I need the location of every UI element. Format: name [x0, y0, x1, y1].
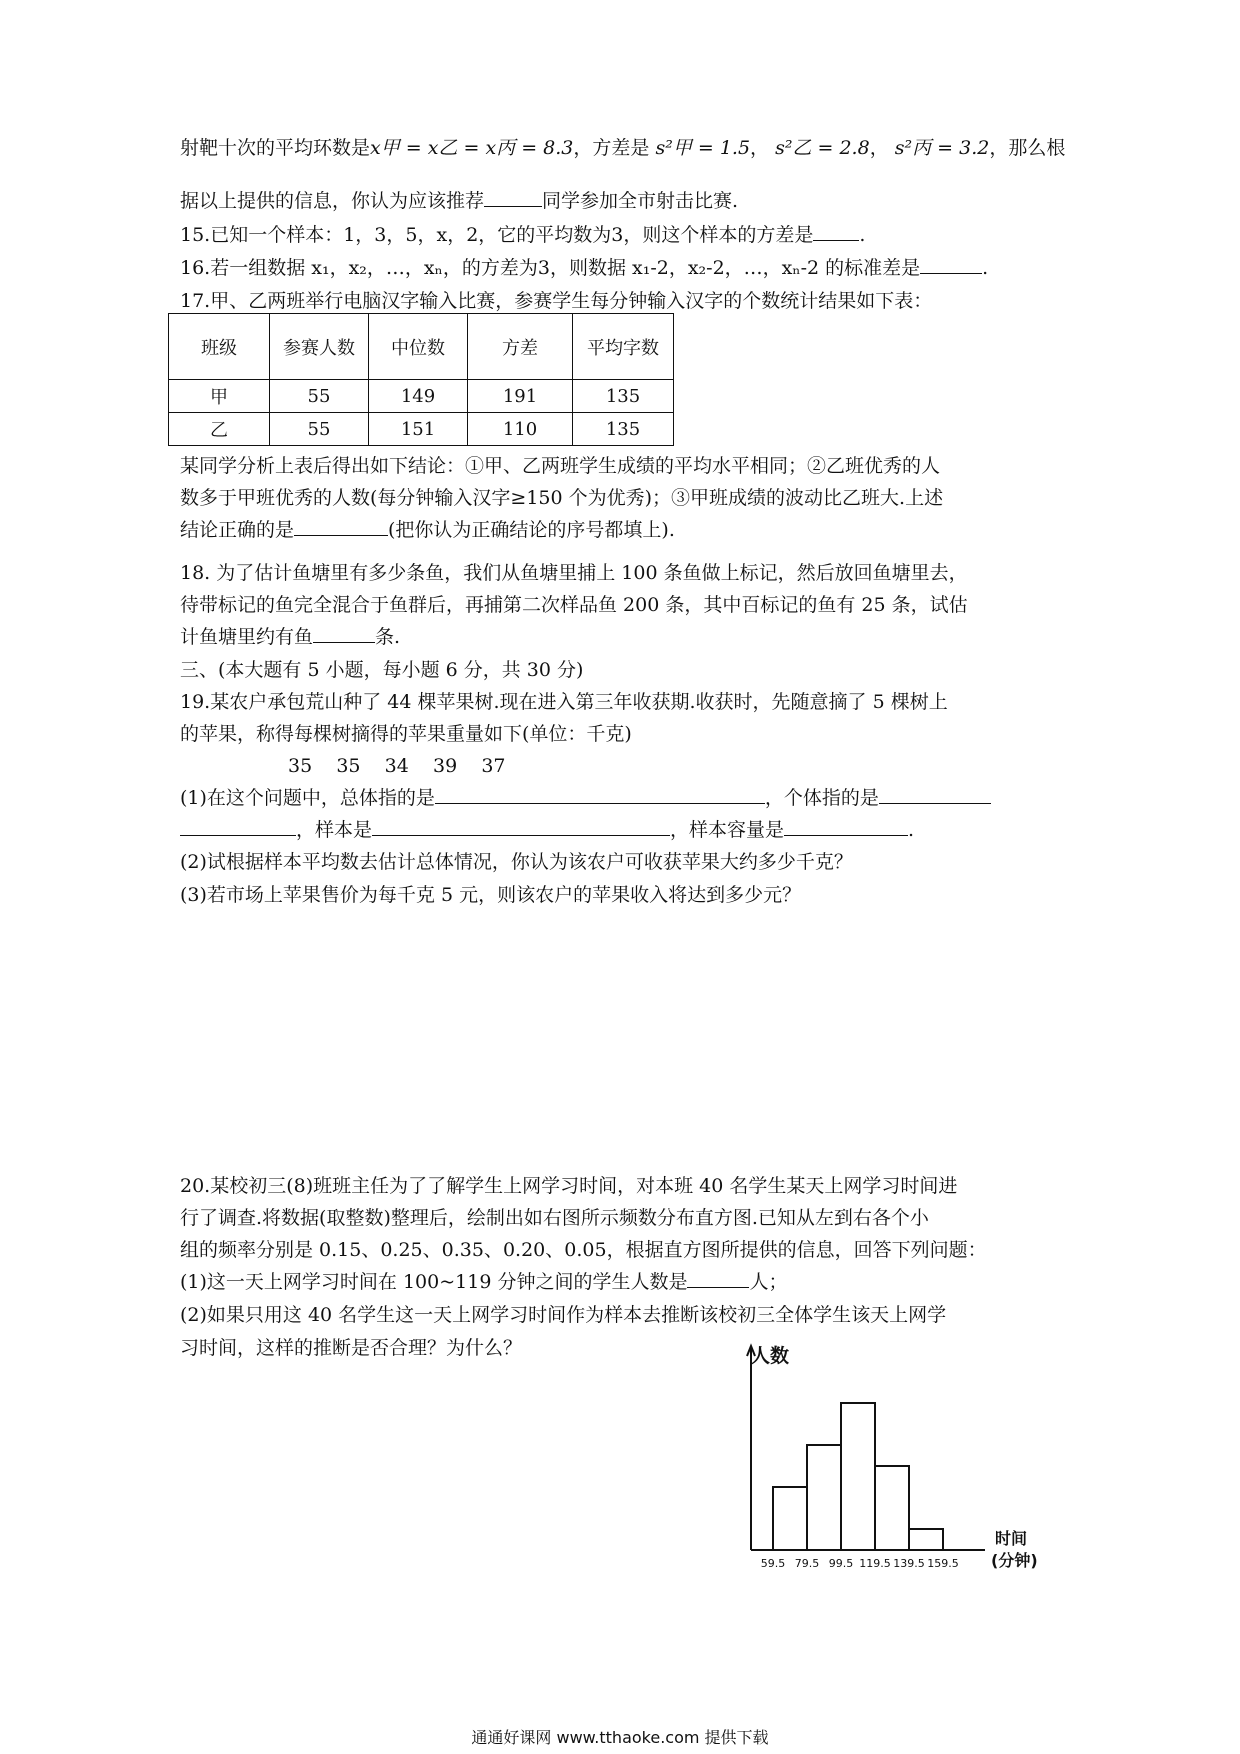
q20-p2b: 习时间，这样的推断是否合理？为什么？ — [180, 1337, 523, 1359]
histogram-ticks — [761, 1557, 959, 1570]
answer-blank-15[interactable] — [813, 222, 859, 241]
answer-blank-individual-cont[interactable] — [180, 817, 296, 836]
histogram-bars — [773, 1403, 943, 1550]
x-tick-label: 139.5 — [893, 1557, 925, 1570]
q20-l2: 行了调查.将数据(取整数)整理后，绘制出如右图所示频数分布直方图.已知从左到右各个小 — [180, 1207, 929, 1229]
q19-l2: 的苹果，称得每棵树摘得的苹果重量如下(单位：千克) — [180, 723, 632, 745]
table-cell: 55 — [270, 413, 369, 446]
section-3-heading: 三、(本大题有 5 小题，每小题 6 分，共 30 分) — [180, 659, 584, 681]
q17-after3: 结论正确的是 (把你认为正确结论的序号都填上). — [180, 519, 675, 541]
q16: 16.若一组数据 x₁，x₂，…，xₙ，的方差为3，则数据 x₁-2，x₂-2，…，xₙ-2 的标准差是 . — [180, 257, 989, 279]
table-row — [169, 380, 674, 413]
q19-p1-line1: (1)在这个问题中，总体指的是 ，个体指的是 — [180, 785, 991, 811]
answer-blank-20[interactable] — [687, 1269, 749, 1288]
q20-p2a: (2)如果只用这 40 名学生这一天上网学习时间作为样本去推断该校初三全体学生该天上网学 — [180, 1304, 947, 1326]
q15: 15.已知一个样本：1，3，5，x，2，它的平均数为3，则这个样本的方差是 . — [180, 224, 866, 246]
x-tick-label: 119.5 — [859, 1557, 891, 1570]
q14-line2: 据以上提供的信息，你认为应该推荐 同学参加全市射击比赛. — [180, 190, 739, 212]
answer-blank-16[interactable] — [920, 255, 982, 274]
q14-line1: 射靶十次的平均环数是x甲 = x乙 = x丙 = 8.3，方差是 s²甲 = 1.5， s²乙 = 2.8， s²丙 = 3.2，那么根 — [180, 137, 1066, 159]
table-header-row — [169, 314, 674, 380]
q18-l2: 待带标记的鱼完全混合于鱼群后，再捕第二次样品鱼 200 条，其中百标记的鱼有 25 条，试估 — [180, 594, 968, 616]
q19-p2: (2)试根据样本平均数去估计总体情况，你认为该农户可收获苹果大约多少千克？ — [180, 851, 853, 873]
q19-l1: 19.某农户承包荒山种了 44 棵苹果树.现在进入第三年收获期.收获时，先随意摘了 5 棵树上 — [180, 691, 948, 713]
histogram-bar — [773, 1487, 807, 1550]
x-tick-label: 159.5 — [927, 1557, 959, 1570]
variance-yi: s²乙 = 2.8 — [775, 137, 870, 159]
header-variance: 方差 — [468, 314, 573, 380]
q17-intro: 17.甲、乙两班举行电脑汉字输入比赛，参赛学生每分钟输入汉字的个数统计结果如下表： — [180, 290, 933, 312]
q19-p1-line2: ，样本是 ，样本容量是 . — [180, 817, 914, 843]
mean-equation: x甲 = x乙 = x丙 = 8.3 — [370, 137, 574, 159]
table-cell: 甲 — [169, 380, 270, 413]
header-mean: 平均字数 — [573, 314, 674, 380]
table-cell: 149 — [369, 380, 468, 413]
answer-blank-population[interactable] — [435, 785, 765, 804]
q17-after2: 数多于甲班优秀的人数(每分钟输入汉字≥150 个为优秀)；③甲班成绩的波动比乙班大.上述 — [180, 487, 944, 509]
answer-blank-individual[interactable] — [879, 785, 991, 804]
q20-p1: (1)这一天上网学习时间在 100~119 分钟之间的学生人数是 人； — [180, 1271, 788, 1293]
frequency-histogram — [735, 1338, 1065, 1578]
stats-table — [168, 313, 674, 446]
table-cell: 191 — [468, 380, 573, 413]
histogram-bar — [909, 1529, 943, 1550]
x-tick-label: 59.5 — [760, 1557, 786, 1570]
header-class: 班级 — [169, 314, 270, 380]
variance-jia: s²甲 = 1.5 — [655, 137, 751, 159]
x-tick-label: 99.5 — [828, 1557, 854, 1570]
table-cell: 135 — [573, 413, 674, 446]
table-cell: 110 — [468, 413, 573, 446]
answer-blank-14[interactable] — [484, 188, 542, 207]
histogram-bar — [807, 1445, 841, 1550]
header-participants: 参赛人数 — [270, 314, 369, 380]
header-median: 中位数 — [369, 314, 468, 380]
table-cell: 乙 — [169, 413, 270, 446]
answer-blank-sample[interactable] — [372, 817, 670, 836]
q19-p3: (3)若市场上苹果售价为每千克 5 元，则该农户的苹果收入将达到多少元？ — [180, 884, 802, 906]
table-row — [169, 413, 674, 446]
answer-blank-17[interactable] — [294, 517, 388, 536]
q18-l3: 计鱼塘里约有鱼 条. — [180, 626, 401, 648]
histogram-bar — [841, 1403, 875, 1550]
table-cell: 135 — [573, 380, 674, 413]
answer-blank-18[interactable] — [313, 624, 375, 643]
answer-blank-sample-size[interactable] — [784, 817, 908, 836]
q20-l1: 20.某校初三(8)班班主任为了了解学生上网学习时间，对本班 40 名学生某天上网学习时间进 — [180, 1175, 958, 1197]
q19-data: 35 35 34 39 37 — [288, 755, 506, 777]
table-cell: 151 — [369, 413, 468, 446]
q17-after1: 某同学分析上表后得出如下结论：①甲、乙两班学生成绩的平均水平相同；②乙班优秀的人 — [180, 455, 941, 477]
histogram-bar — [875, 1466, 909, 1550]
x-tick-label: 79.5 — [794, 1557, 820, 1570]
footer: 通通好课网 www.tthaoke.com 提供下载 — [471, 1728, 769, 1747]
q18-l1: 18. 为了估计鱼塘里有多少条鱼，我们从鱼塘里捕上 100 条鱼做上标记，然后放回鱼塘里去， — [180, 562, 968, 584]
variance-bing: s²丙 = 3.2 — [894, 137, 990, 159]
q20-l3: 组的频率分别是 0.15、0.25、0.35、0.20、0.05，根据直方图所提供的信息，回答下列问题： — [180, 1239, 987, 1261]
x-axis-label: 时间(分钟) — [991, 1529, 1038, 1570]
table-cell: 55 — [270, 380, 369, 413]
y-axis-label: 人数 — [751, 1345, 790, 1367]
